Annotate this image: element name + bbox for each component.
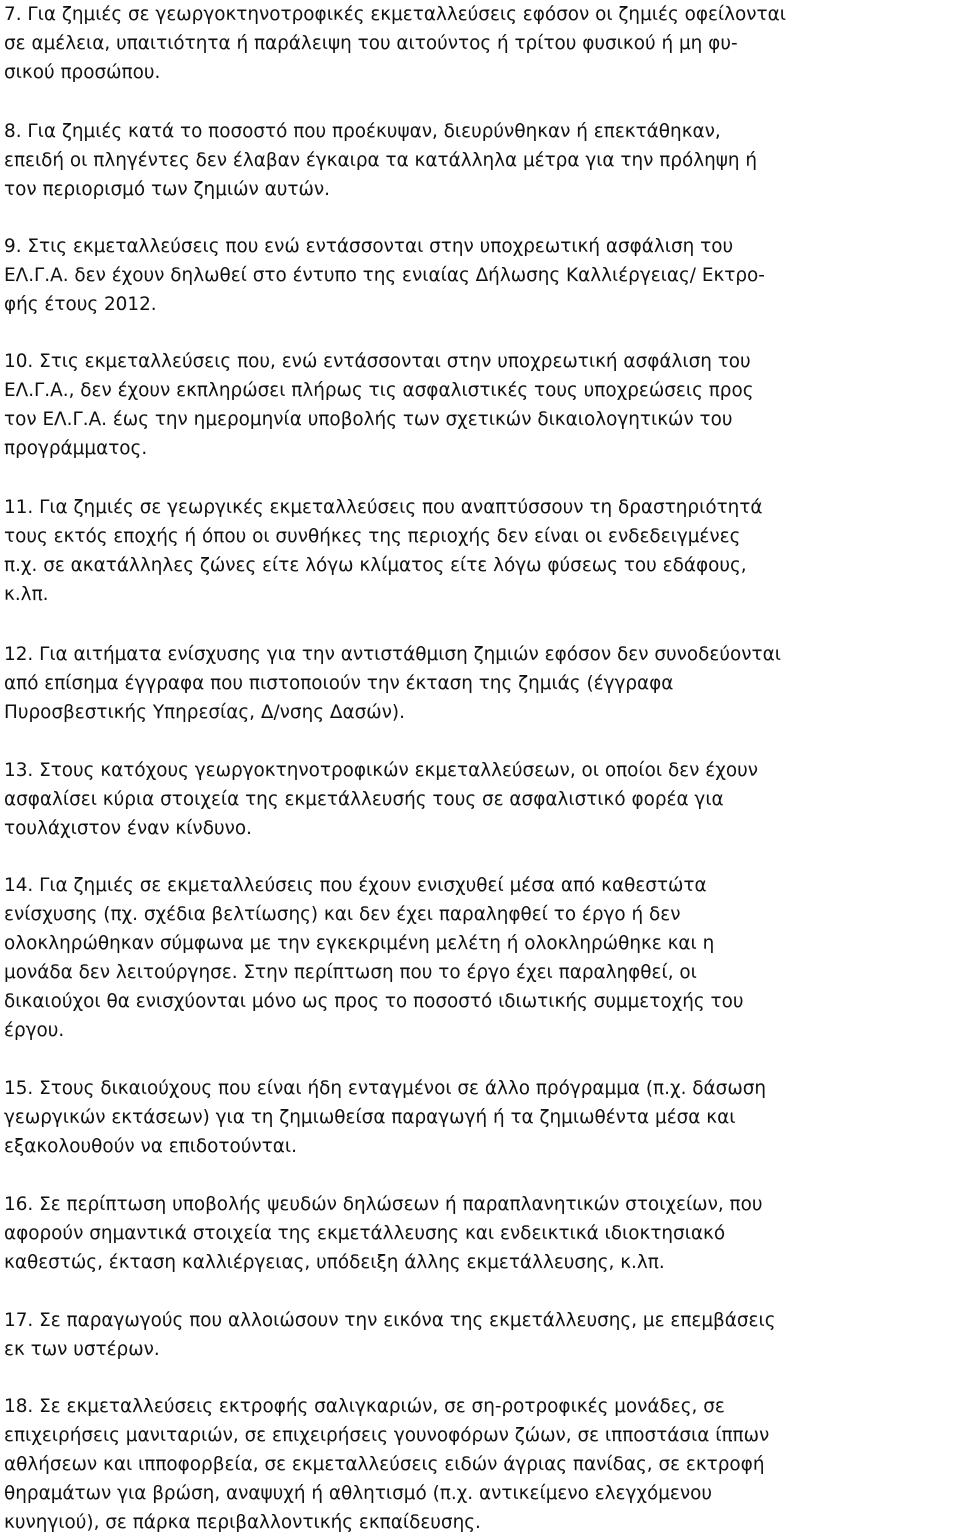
list-item: 10. Στις εκμεταλλεύσεις που, ενώ εντάσσονται στην υποχρεωτική ασφάλιση του ΕΛ.Γ.Α., δεν έχουν εκπληρώσει πλήρως τις ασφαλιστικές τους υποχρεώσεις προς τον ΕΛ.Γ.Α. έως την ημερομηνία υποβολής των σχετικών δικαιολογητικών του προγράμματος. — [4, 351, 754, 459]
list-item: 7. Για ζημιές σε γεωργοκτηνοτροφικές εκμεταλλεύσεις εφόσον οι ζημιές οφείλονται σε αμέλεια, υπαιτιότητα ή παράλειψη του αιτούντος ή τρίτου φυσικού ή μη φυ- σικού προσώπου. — [4, 4, 786, 83]
list-item: 11. Για ζημιές σε γεωργικές εκμεταλλεύσεις που αναπτύσσουν τη δραστηριότητά τους εκτός εποχής ή όπου οι συνθήκες της περιοχής δεν είναι οι ενδεδειγμένες π.χ. σε ακατάλληλες ζώνες είτε λόγω κλίματος είτε λόγω φύσεως του εδάφους, κ.λπ. — [4, 497, 763, 605]
list-item: 14. Για ζημιές σε εκμεταλλεύσεις που έχουν ενισχυθεί μέσα από καθεστώτα ενίσχυσης (πχ. σχέδια βελτίωσης) και δεν έχει παραληφθεί το έργο ή δεν ολοκληρώθηκαν σύμφωνα με την εγκεκριμένη μελέτη ή ολοκληρώθηκε και η μονάδα δεν λειτούργησε. Στην περίπτωση που το έργο έχει παραληφθεί, οι δικαιούχοι θα ενισχύονται μόνο ως προς το ποσοστό ιδιωτικής συμμετοχής του έργου. — [4, 875, 744, 1041]
list-item: 17. Σε παραγωγούς που αλλοιώσουν την εικόνα της εκμετάλλευσης, με επεμβάσεις εκ των υστέρων. — [4, 1310, 776, 1360]
list-item: 8. Για ζημιές κατά το ποσοστό που προέκυψαν, διευρύνθηκαν ή επεκτάθηκαν, επειδή οι πληγέντες δεν έλαβαν έγκαιρα τα κατάλληλα μέτρα για την πρόληψη ή τον περιορισμό των ζημιών αυτών. — [4, 121, 758, 200]
list-item: 13. Στους κατόχους γεωργοκτηνοτροφικών εκμεταλλεύσεων, οι οποίοι δεν έχουν ασφαλίσει κύρια στοιχεία της εκμετάλλευσής τους σε ασφαλιστικό φορέα για τουλάχιστον έναν κίνδυνο. — [4, 760, 758, 839]
list-item: 15. Στους δικαιούχους που είναι ήδη ενταγμένοι σε άλλο πρόγραμμα (π.χ. δάσωση γεωργικών εκτάσεων) για τη ζημιωθείσα παραγωγή ή τα ζημιωθέντα μέσα και εξακολουθούν να επιδοτούνται. — [4, 1078, 767, 1157]
list-item: 12. Για αιτήματα ενίσχυσης για την αντιστάθμιση ζημιών εφόσον δεν συνοδεύονται από επίσημα έγγραφα που πιστοποιούν την έκταση της ζημιάς (έγγραφα Πυροσβεστικής Υπηρεσίας, Δ/νσης Δασών). — [4, 644, 781, 723]
list-item: 18. Σε εκμεταλλεύσεις εκτροφής σαλιγκαριών, σε ση-ροτροφικές μονάδες, σε επιχειρήσεις μανιταριών, σε επιχειρήσεις γουνοφόρων ζώων, σε ιπποστάσια ίππων αθλήσεων και ιπποφορβεία, σε εκμεταλλεύσεις ειδών άγριας πανίδας, σε εκτροφή θηραμάτων για βρώση, αναψυχή ή αθλητισμό (π.χ. αντικείμενο ελεγχόμενου κυνηγιού), σε πάρκα περιβαλλοντικής εκπαίδευσης. — [4, 1396, 770, 1533]
list-item: 16. Σε περίπτωση υποβολής ψευδών δηλώσεων ή παραπλανητικών στοιχείων, που αφορούν σημαντικά στοιχεία της εκμετάλλευσης και ενδεικτικά ιδιοκτησιακό καθεστώς, έκταση καλλιέργειας, υπόδειξη άλλης εκμετάλλευσης, κ.λπ. — [4, 1194, 763, 1273]
list-item: 9. Στις εκμεταλλεύσεις που ενώ εντάσσονται στην υποχρεωτική ασφάλιση του ΕΛ.Γ.Α. δεν έχουν δηλωθεί στο έντυπο της ενιαίας Δήλωσης Καλλιέργειας/ Εκτρο- φής έτους 2012. — [4, 236, 765, 315]
